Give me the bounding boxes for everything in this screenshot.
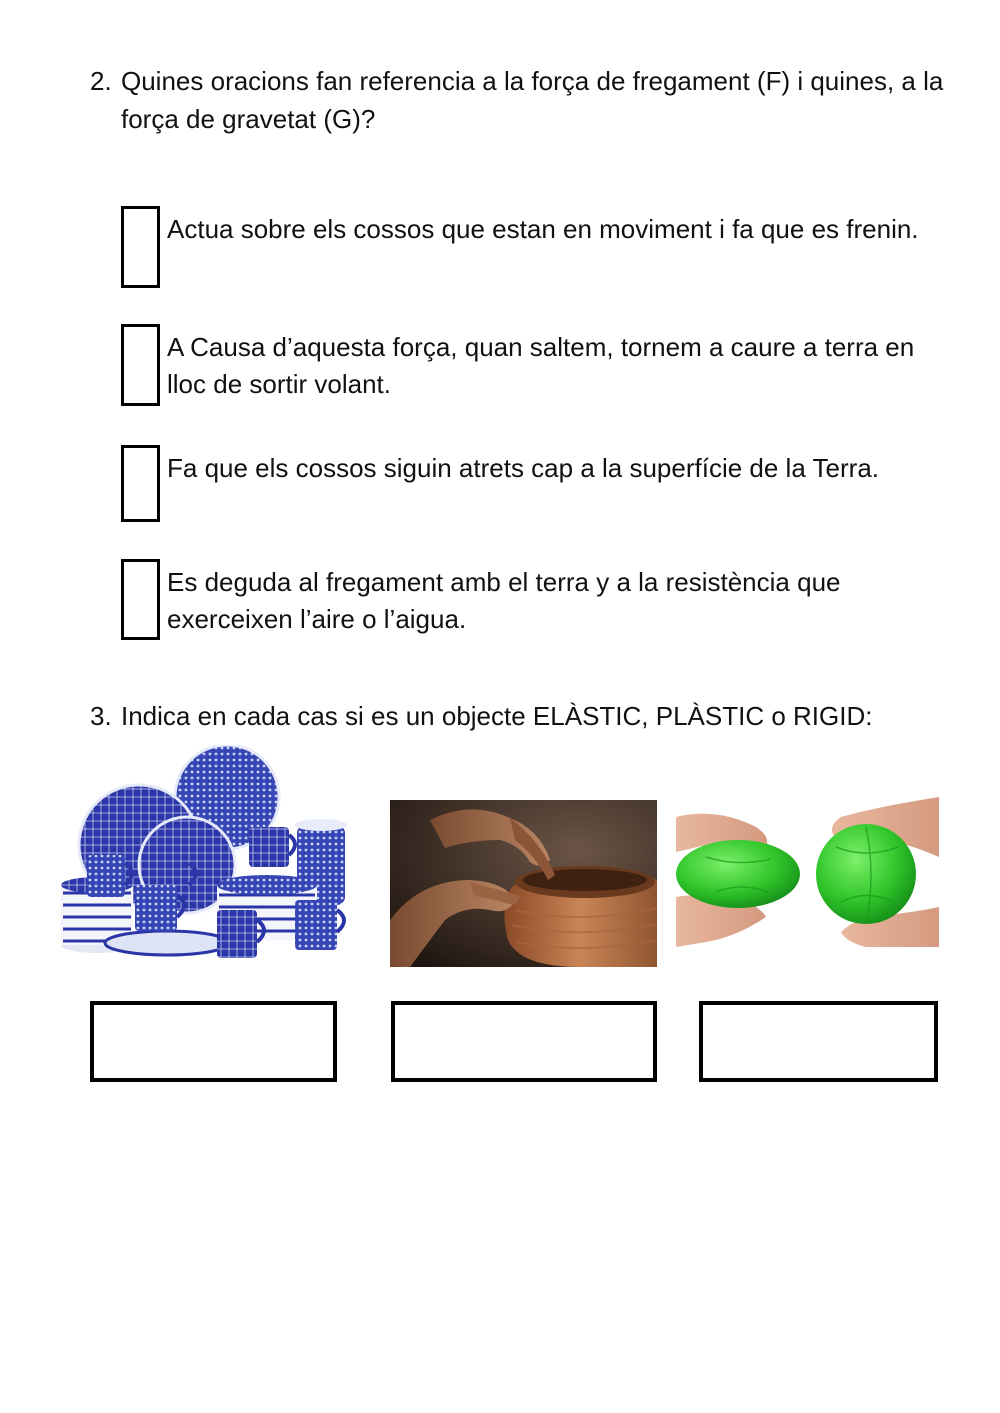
question-2-title bbox=[90, 62, 950, 138]
question-2-text: Quines oracions fan referencia a la força de fregament (F) i quines, a la força de gravetat (G)? bbox=[121, 66, 944, 134]
question-3-title bbox=[90, 697, 950, 735]
answer-box[interactable] bbox=[121, 445, 160, 522]
statement-text: Es deguda al fregament amb el terra y a la resistència que exerceixen l’aire o l’aigua. bbox=[167, 567, 841, 634]
statement-text: Fa que els cossos siguin atrets cap a la superfície de la Terra. bbox=[167, 453, 880, 483]
answer-box[interactable] bbox=[121, 324, 160, 406]
clay-pottery-illustration bbox=[390, 800, 657, 967]
question-3-number: 3. bbox=[90, 701, 112, 731]
answer-box[interactable] bbox=[121, 206, 160, 288]
question-2-number: 2. bbox=[90, 66, 112, 96]
clay-pottery-image bbox=[390, 800, 657, 967]
rubber-ball-illustration bbox=[676, 797, 939, 947]
question-3-text: Indica en cada cas si es un objecte ELÀSTIC, PLÀSTIC o RIGID: bbox=[121, 701, 873, 731]
dinnerware-illustration bbox=[57, 745, 353, 967]
answer-box-clay[interactable] bbox=[391, 1001, 657, 1082]
dinnerware-image bbox=[57, 745, 353, 967]
rubber-ball-image bbox=[676, 797, 939, 947]
answer-box[interactable] bbox=[121, 559, 160, 640]
answer-box-dinnerware[interactable] bbox=[90, 1001, 337, 1082]
statement-text: Actua sobre els cossos que estan en moviment i fa que es frenin. bbox=[167, 214, 919, 244]
statement-text: A Causa d’aquesta força, quan saltem, tornem a caure a terra en lloc de sortir volant. bbox=[167, 332, 915, 399]
answer-box-ball[interactable] bbox=[699, 1001, 938, 1082]
